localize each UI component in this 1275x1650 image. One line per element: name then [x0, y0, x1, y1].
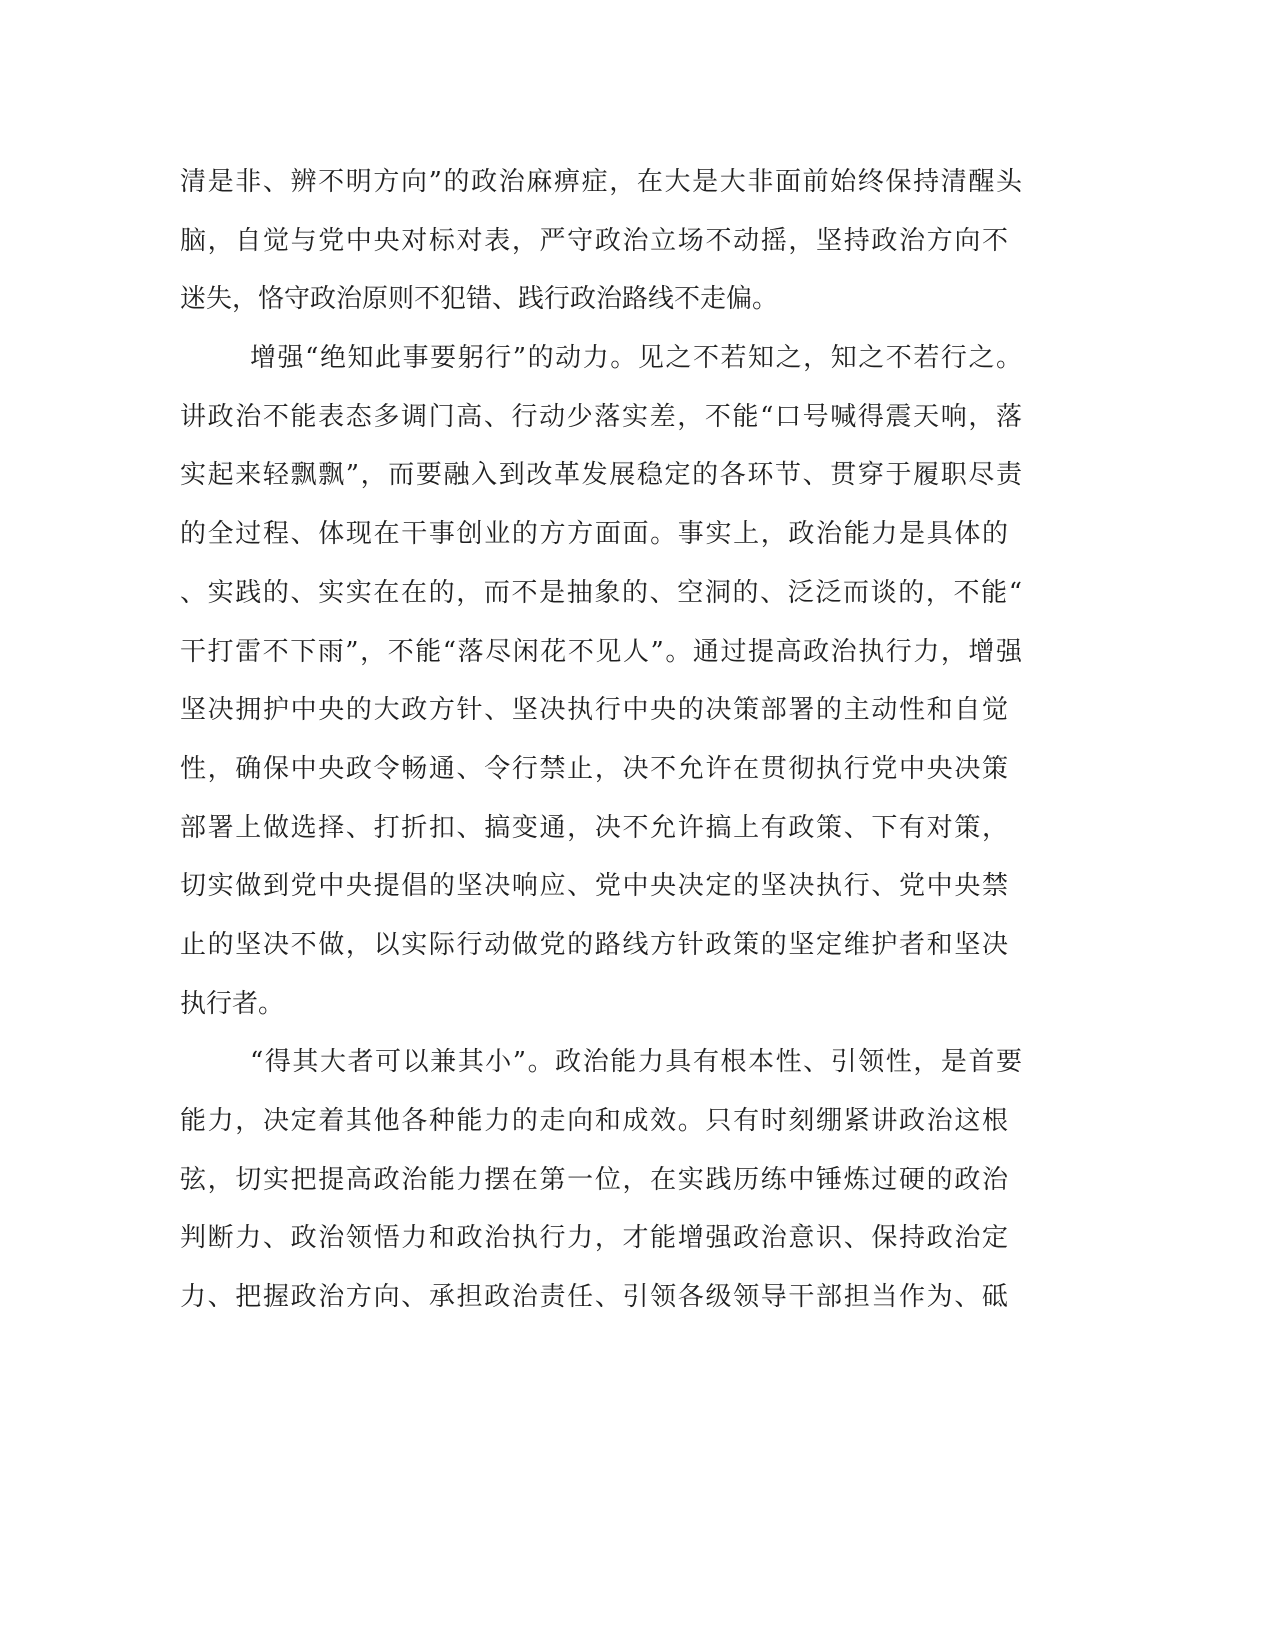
paragraph-1 — [180, 153, 1022, 329]
text-line: 部署上做选择、打折扣、搞变通，决不允许搞上有政策、下有对策， — [180, 812, 1008, 843]
text-line: 能力，决定着其他各种能力的走向和成效。只有时刻绷紧讲政治这根 — [180, 1106, 1008, 1136]
text-line: 的全过程、体现在干事创业的方方面面。事实上，政治能力是具体的 — [180, 519, 1008, 550]
text-line: 止的坚决不做，以实际行动做党的路线方针政策的坚定维护者和坚决 — [180, 929, 1008, 960]
paragraph-3 — [180, 1033, 1022, 1326]
text-line: 切实做到党中央提倡的坚决响应、党中央决定的坚决执行、党中央禁 — [180, 871, 1008, 902]
text-line: 性，确保中央政令畅通、令行禁止，决不允许在贯彻执行党中央决策 — [180, 753, 1008, 784]
text-line: “得其大者可以兼其小”。政治能力具有根本性、引领性，是首要 — [250, 1047, 1022, 1078]
text-line: 弦，切实把提高政治能力摆在第一位，在实践历练中锤炼过硬的政治 — [180, 1164, 1008, 1195]
text-line: 实起来轻飘飘”，而要融入到改革发展稳定的各环节、贯穿于履职尽责 — [180, 460, 1022, 491]
text-line: 力、把握政治方向、承担政治责任、引领各级领导干部担当作为、砥 — [180, 1282, 1008, 1313]
text-line: 讲政治不能表态多调门高、行动少落实差，不能“口号喊得震天响，落 — [180, 401, 1022, 432]
text-line: 清是非、辨不明方向”的政治麻痹症，在大是大非面前始终保持清醒头 — [180, 167, 1022, 197]
text-line: 增强“绝知此事要躬行”的动力。见之不若知之，知之不若行之。 — [250, 343, 1022, 374]
text-line: 坚决拥护中央的大政方针、坚决执行中央的决策部署的主动性和自觉 — [180, 695, 1008, 726]
text-line: 执行者。 — [180, 988, 285, 1019]
text-line: 迷失，恪守政治原则不犯错、践行政治路线不走偏。 — [180, 284, 779, 315]
text-line: 、实践的、实实在在的，而不是抽象的、空洞的、泛泛而谈的，不能“ — [180, 577, 1022, 608]
document-body — [180, 153, 1022, 1327]
text-line: 干打雷不下雨”，不能“落尽闲花不见人”。通过提高政治执行力，增强 — [180, 636, 1022, 667]
paragraph-2 — [180, 329, 1022, 1033]
text-line: 脑，自觉与党中央对标对表，严守政治立场不动摇，坚持政治方向不 — [180, 225, 1008, 256]
text-line: 判断力、政治领悟力和政治执行力，才能增强政治意识、保持政治定 — [180, 1223, 1008, 1254]
